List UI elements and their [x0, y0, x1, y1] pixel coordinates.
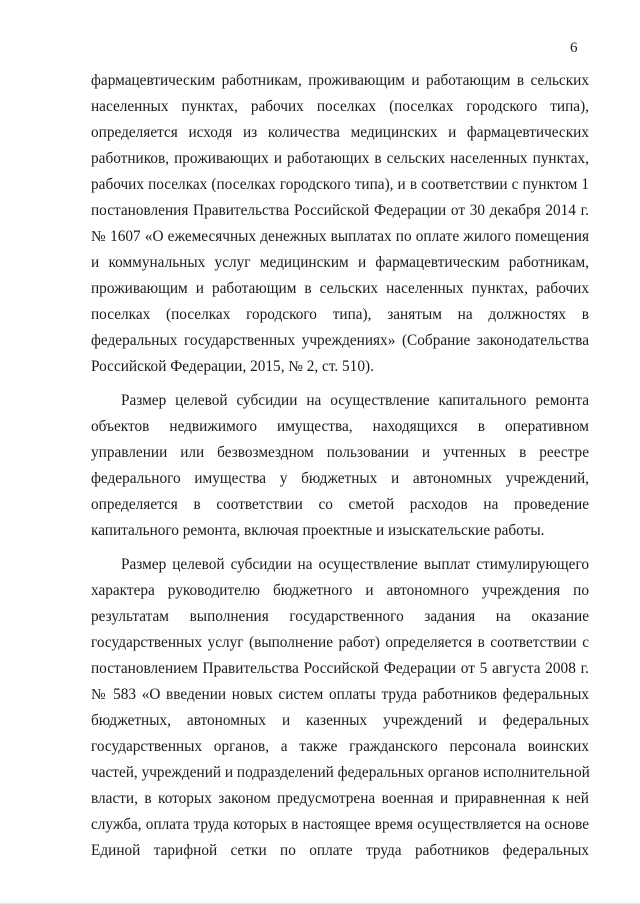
text-line: постановлением Правительства Российской Федерации от 5 августа 2008 г. — [91, 660, 589, 677]
text-line: государственных органов, а также гражданского персонала воинских — [91, 738, 589, 755]
text-line: результатам выполнения государственного задания на оказание — [91, 608, 589, 625]
text-line: служба, оплата труда которых в настоящее время осуществляется на основе — [91, 816, 589, 833]
text-line: власти, в которых законом предусмотрена военная и приравненная к ней — [91, 790, 589, 807]
text-line: населенных пунктах, рабочих поселках (поселках городского типа), — [91, 98, 589, 115]
text-line: частей, учреждений и подразделений федеральных органов исполнительной — [91, 764, 590, 781]
text-line: постановления Правительства Российской Федерации от 30 декабря 2014 г. — [91, 202, 589, 219]
text-line: федерального имущества у бюджетных и автономных учреждений, — [91, 470, 589, 487]
text-line: капитального ремонта, включая проектные и изыскательские работы. — [91, 522, 545, 539]
text-line: и коммунальных услуг медицинским и фармацевтическим работникам, — [91, 254, 589, 271]
text-line: Размер целевой субсидии на осуществление выплат стимулирующего — [121, 556, 589, 573]
text-line: управлении или безвозмездном пользовании и учтенных в реестре — [91, 444, 589, 461]
page-number: 6 — [570, 40, 578, 56]
text-line: работников, проживающих и работающих в сельских населенных пунктах, — [91, 150, 589, 167]
text-line: № 1607 «О ежемесячных денежных выплатах по оплате жилого помещения — [91, 228, 589, 245]
text-line: государственных услуг (выполнение работ) определяется в соответствии с — [91, 634, 589, 651]
text-line: федеральных государственных учреждениях» (Собрание законодательства — [91, 332, 589, 349]
text-line: Размер целевой субсидии на осуществление капитального ремонта — [121, 392, 589, 409]
text-line: Российской Федерации, 2015, № 2, ст. 510). — [91, 358, 374, 375]
text-line: определяется исходя из количества медицинских и фармацевтических — [91, 124, 589, 141]
text-line: объектов недвижимого имущества, находящихся в оперативном — [91, 418, 589, 435]
text-line: рабочих поселках (поселках городского типа), и в соответствии с пунктом 1 — [91, 176, 589, 193]
text-line: проживающим и работающим в сельских населенных пунктах, рабочих — [91, 280, 589, 297]
text-line: определяется в соответствии со сметой расходов на проведение — [91, 496, 589, 513]
text-line: бюджетных, автономных и казенных учреждений и федеральных — [91, 712, 589, 729]
text-line: фармацевтическим работникам, проживающим и работающим в сельских — [91, 72, 589, 89]
text-line: № 583 «О введении новых систем оплаты труда работников федеральных — [91, 686, 589, 703]
text-line: характера руководителю бюджетного и автономного учреждения по — [91, 582, 589, 599]
text-line: Единой тарифной сетки по оплате труда работников федеральных — [91, 842, 589, 859]
text-line: поселках (поселках городского типа), занятым на должностях в — [91, 306, 589, 323]
